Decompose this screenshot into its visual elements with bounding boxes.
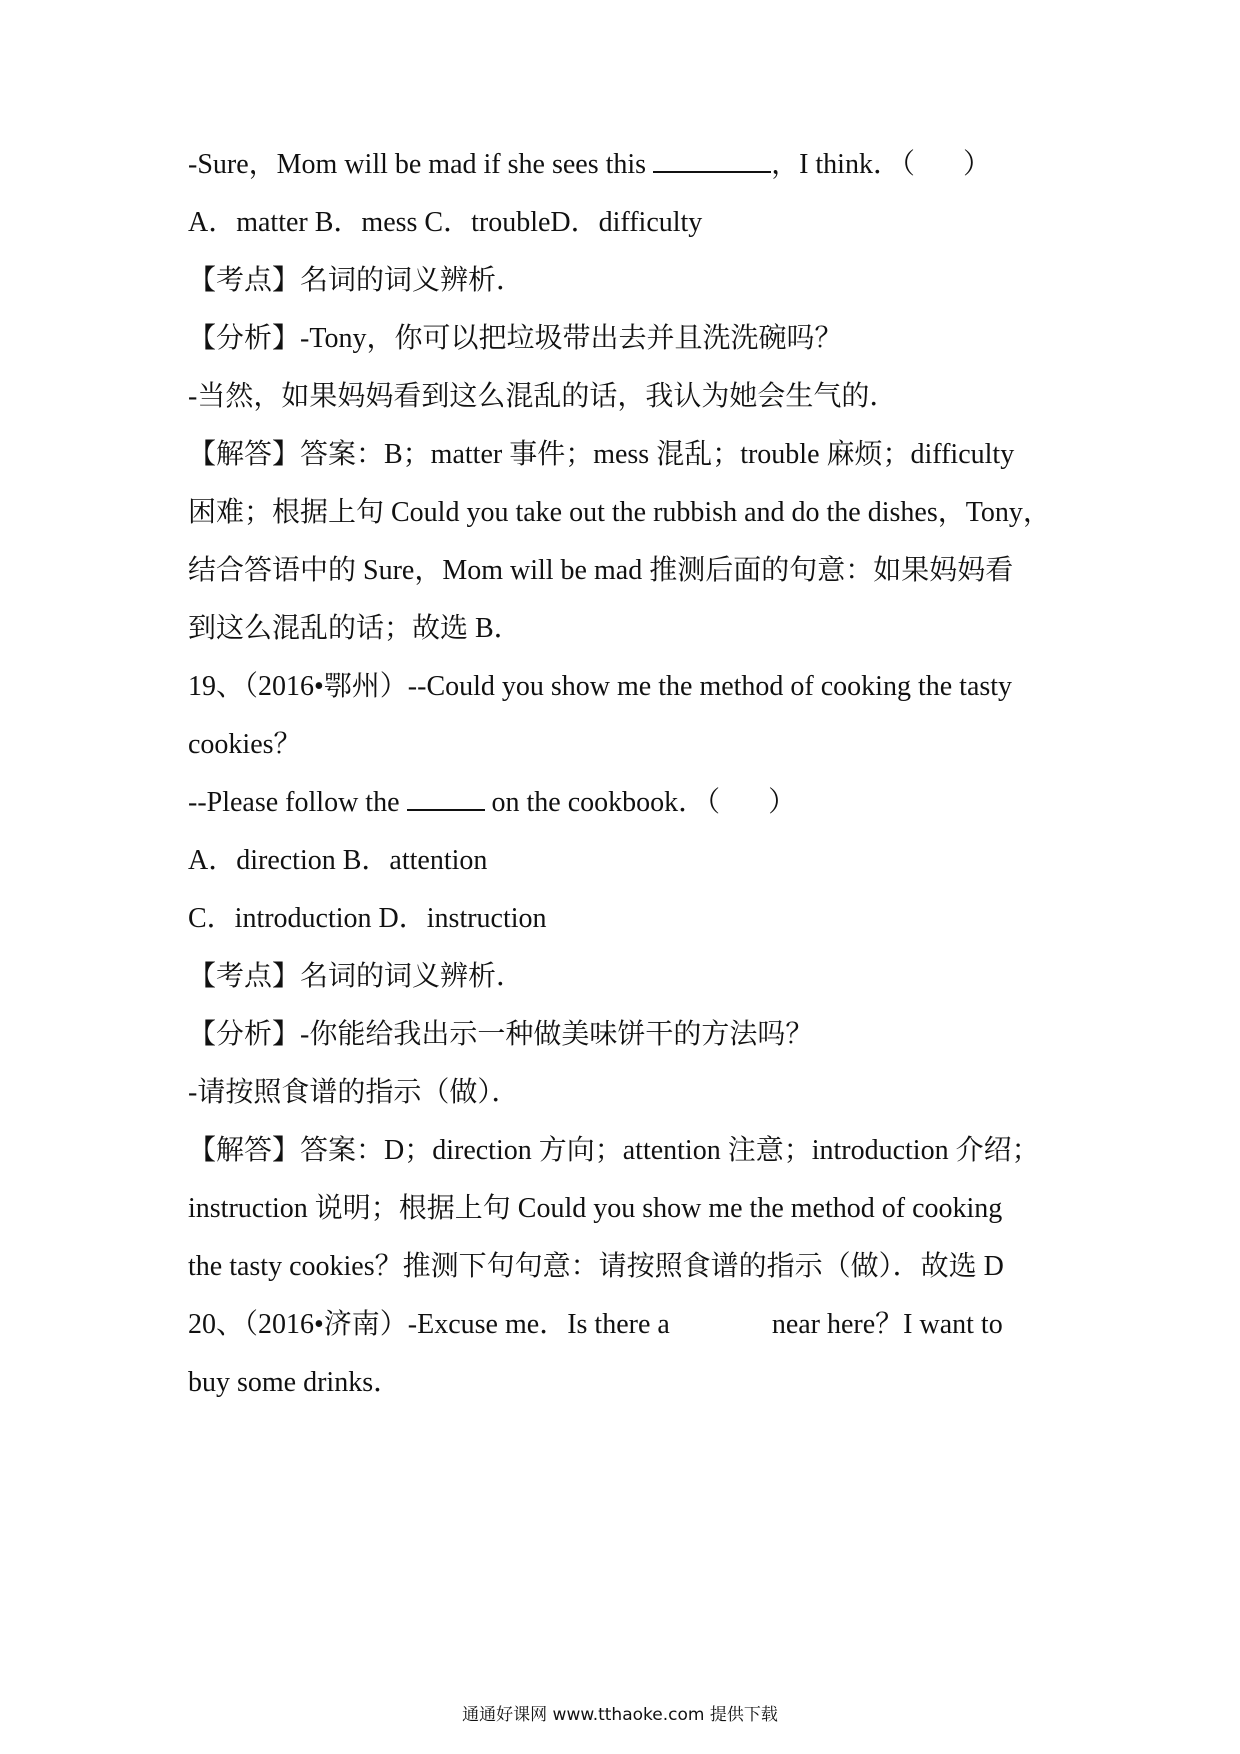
q18-question-answer-line	[188, 145, 1058, 185]
q19-question-line-2: cookies？	[188, 729, 302, 760]
q18-jieda-line-2: 困难；根据上句 Could you take out the rubbish and do the dishes，Tony，	[188, 497, 1051, 528]
q20-question-post: near here？I want to	[771, 1309, 1003, 1340]
q18-fenxi-line-1: 【分析】-Tony，你可以把垃圾带出去并且洗洗碗吗？	[188, 323, 843, 354]
q19-jieda-line-2: instruction 说明；根据上句 Could you show me the method of cooking	[188, 1193, 1003, 1224]
q18-jieda-line-4: 到这么混乱的话；故选 B．	[188, 613, 522, 644]
q20-question-line-1	[188, 1305, 1058, 1345]
q20-question-pre: 20、（2016•济南）-Excuse me．Is there a	[188, 1309, 670, 1340]
q19-options-line-2: C．introduction D．instruction	[188, 903, 547, 934]
q18-question-post: ，I think．（	[771, 149, 915, 180]
q19-question-line-1: 19、（2016•鄂州）--Could you show me the method of cooking the tasty	[188, 671, 1013, 702]
q19-question-end: ）	[768, 787, 797, 818]
q19-jieda-line-1: 【解答】答案：D；direction 方向；attention 注意；introduction 介绍；	[188, 1135, 1040, 1166]
q19-kaodian: 【考点】名词的词义辨析．	[188, 961, 525, 992]
q18-jieda-line-1: 【解答】答案：B；matter 事件；mess 混乱；trouble 麻烦；difficulty	[188, 439, 1015, 470]
q19-fenxi-line-2: -请按照食谱的指示（做）．	[188, 1077, 520, 1108]
q19-question-line-3	[188, 783, 1058, 823]
q18-jieda-line-3: 结合答语中的 Sure，Mom will be mad 推测后面的句意：如果妈妈看	[188, 555, 1014, 586]
q19-answer-blank	[407, 783, 485, 811]
q19-question-pre: --Please follow the	[188, 787, 400, 818]
q18-kaodian: 【考点】名词的词义辨析．	[188, 265, 525, 296]
q18-question-pre: -Sure，Mom will be mad if she sees this	[188, 149, 647, 180]
q19-fenxi-line-1: 【分析】-你能给我出示一种做美味饼干的方法吗？	[188, 1019, 814, 1050]
page-footer: 通通好课网 www.tthaoke.com 提供下载	[462, 1705, 778, 1725]
q19-jieda-line-3: the tasty cookies？推测下句句意：请按照食谱的指示（做）．故选 D	[188, 1251, 1004, 1282]
q18-answer-blank	[653, 145, 771, 173]
q20-question-line-2: buy some drinks．	[188, 1367, 402, 1398]
q18-options: A．matter B．mess C．troubleD．difficulty	[188, 207, 703, 238]
q19-question-post: on the cookbook．（	[491, 787, 721, 818]
q18-fenxi-line-2: -当然，如果妈妈看到这么混乱的话，我认为她会生气的．	[188, 381, 898, 412]
q19-options-line-1: A．direction B．attention	[188, 845, 488, 876]
q18-question-end: ）	[962, 149, 991, 180]
